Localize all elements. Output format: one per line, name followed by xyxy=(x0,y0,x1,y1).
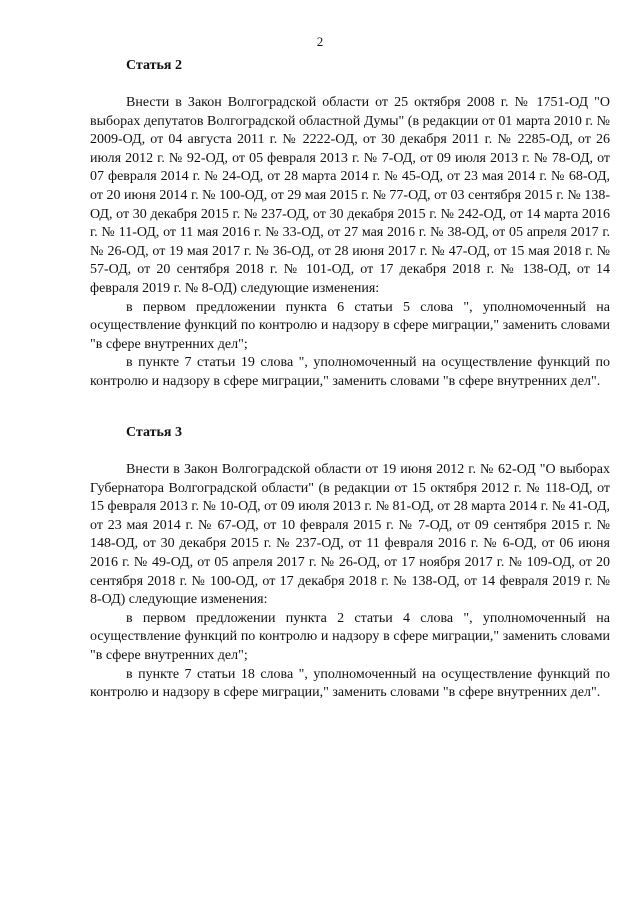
article-2 xyxy=(90,58,610,392)
article-paragraph: в пункте 7 статьи 19 слова ", уполномоченный на осуществление функций по контролю и надзору в сфере миграции," заменить словами "в сфере внутренних дел". xyxy=(90,355,610,389)
article-title: Статья 2 xyxy=(126,58,182,73)
article-paragraph: в пункте 7 статьи 18 слова ", уполномоченный на осуществление функций по контролю и надзору в сфере миграции," заменить словами "в сфере внутренних дел". xyxy=(90,666,610,701)
article-paragraph: Внести в Закон Волгоградской области от 25 октября 2008 г. № 1751-ОД "О выборах депутатов Волгоградской областной Думы" (в редакции от 01 марта 2010 г. № 2009-ОД, от 04 августа 2011 г. № 2222-ОД, от 30 декабря 2011 г. № 2285-ОД, от 26 июля 2012 г. № 92-ОД, от 05 февраля 2013 г. № 7-ОД, от 09 июля 2013 г. № 78-ОД, от 07 февраля 2014 г. № 24-ОД, от 28 марта 2014 г. № 45-ОД, от 23 мая 2014 г. № 68-ОД, от 20 июня 2014 г. № 100-ОД, от 29 мая 2015 г. № 77-ОД, от 03 сентября 2015 г. № 138-ОД, от 30 декабря 2015 г. № 237-ОД, от 30 декабря 2015 г. № 242-ОД, от 14 марта 2016 г. № 11-ОД, от 11 мая 2016 г. № 33-ОД, от 27 мая 2016 г. № 38-ОД, от 05 апреля 2017 г. № 26-ОД, от 19 мая 2017 г. № 36-ОД, от 28 июня 2017 г. № 47-ОД, от 15 мая 2018 г. № 57-ОД, от 20 сентября 2018 г. № 101-ОД, от 17 декабря 2018 г. № 138-ОД, от 14 февраля 2019 г. № 8-ОД) следующие изменения: xyxy=(90,95,610,296)
article-paragraph: в первом предложении пункта 2 статьи 4 слова ", уполномоченный на осуществление функций по контролю и надзору в сфере миграции," заменить словами "в сфере внутренних дел"; xyxy=(90,610,610,663)
article-title: Статья 3 xyxy=(126,425,182,440)
article-paragraph: Внести в Закон Волгоградской области от 19 июня 2012 г. № 62-ОД "О выборах Губернатора Волгоградской области" (в редакции от 15 октября 2012 г. № 118-ОД, от 15 февраля 2013 г. № 10-ОД, от 09 июля 2013 г. № 81-ОД, от 28 марта 2014 г. № 41-ОД, от 23 мая 2014 г. № 67-ОД, от 10 февраля 2015 г. № 7-ОД, от 09 сентября 2015 г. № 148-ОД, от 30 декабря 2015 г. № 237-ОД, от 11 февраля 2016 г. № 6-ОД, от 06 июня 2016 г. № 49-ОД, от 05 апреля 2017 г. № 26-ОД, от 17 ноября 2017 г. № 109-ОД, от 20 сентября 2018 г. № 100-ОД, от 17 декабря 2018 г. № 138-ОД, от 14 февраля 2019 г. № 8-ОД) следующие изменения: xyxy=(90,462,610,608)
article-3 xyxy=(90,425,610,703)
page-number: 2 xyxy=(316,34,324,49)
article-paragraph: в первом предложении пункта 6 статьи 5 слова ", уполномоченный на осуществление функций по контролю и надзору в сфере миграции," заменить словами "в сфере внутренних дел"; xyxy=(90,299,610,352)
